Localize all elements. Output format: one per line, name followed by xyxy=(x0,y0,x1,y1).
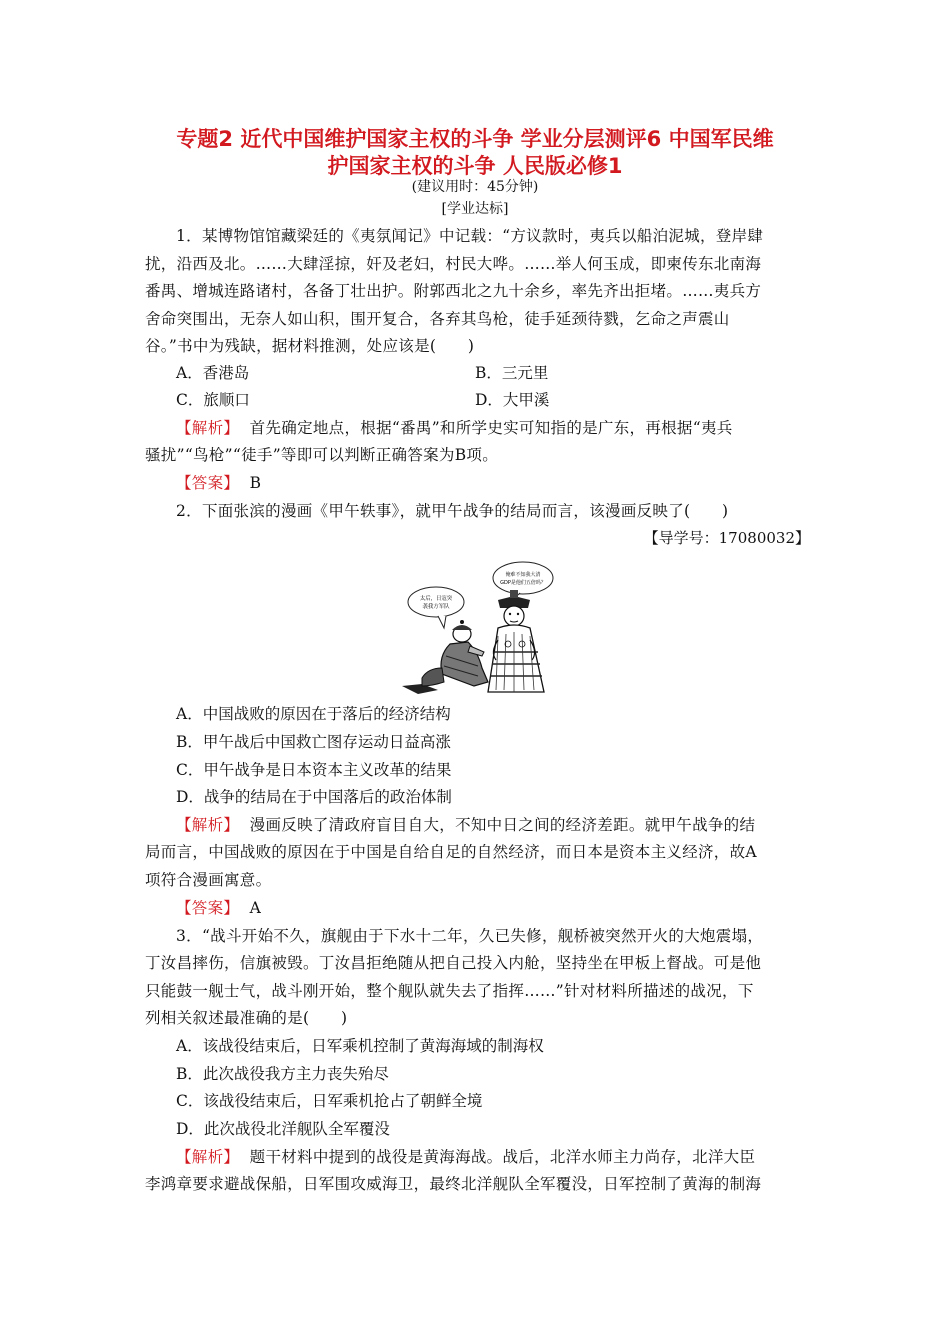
q3-option-b: B．此次战役我方主力丧失殆尽 xyxy=(176,1065,389,1083)
answer-tag: 【答案】 xyxy=(176,899,240,917)
q1-answer-line xyxy=(176,473,810,493)
kneeling-official-figure xyxy=(402,620,488,694)
q1-analysis-line xyxy=(176,418,810,438)
speech-bubble-right xyxy=(493,562,553,594)
bubble-right-text-1: 俺难不知我大清 xyxy=(505,572,541,578)
answer-value: B xyxy=(249,474,262,492)
time-hint: (建议用时：45分钟) xyxy=(411,179,539,195)
speech-bubble-left xyxy=(408,587,464,617)
q1-stem-line: 扰，沿西及北。……大肆淫掠，奸及老妇，村民大哗。……举人何玉成，即柬传东北南海 xyxy=(145,255,762,273)
q3-option-a: A．该战役结束后，日军乘机控制了黄海海域的制海权 xyxy=(176,1037,544,1055)
analysis-tag: 【解析】 xyxy=(176,816,240,834)
q1-stem-line: 番禺、增城连路诸村，各备丁壮出护。附郭西北之九十余乡，率先齐出拒堵。……夷兵方 xyxy=(145,282,762,300)
bubble-left-text-1: 太后，日寇突 xyxy=(419,596,453,602)
analysis-tag: 【解析】 xyxy=(176,419,240,437)
q2-analysis-line xyxy=(176,815,810,835)
answer-value: A xyxy=(249,899,262,917)
q2-option-b: B．甲午战后中国救亡图存运动日益高涨 xyxy=(176,733,451,751)
analysis-text: 漫画反映了清政府盲目自大，不知中日之间的经济差距。就甲午战争的结 xyxy=(249,816,756,834)
q2-option-a: A．中国战败的原因在于落后的经济结构 xyxy=(176,705,451,723)
analysis-text: 首先确定地点，根据“番禺”和所学史实可知指的是广东，再根据“夷兵 xyxy=(249,419,733,437)
q2-answer-line xyxy=(176,898,810,918)
q1-analysis-line-2: 骚扰”“鸟枪”“徒手”等即可以判断正确答案为B项。 xyxy=(145,446,499,464)
q2-stem: 2．下面张滨的漫画《甲午轶事》，就甲午战争的结局而言，该漫画反映了( ) xyxy=(176,502,729,520)
q1-option-c: C．旅顺口 xyxy=(176,391,250,409)
q2-analysis-line-2: 局而言，中国战败的原因在于中国是自给自足的自然经济，而日本是资本主义经济，故A xyxy=(145,843,757,861)
q3-option-d: D．此次战役北洋舰队全军覆没 xyxy=(176,1120,390,1138)
analysis-text: 题干材料中提到的战役是黄海海战。战后，北洋水师主力尚存，北洋大臣 xyxy=(249,1148,756,1166)
q1-option-b: B．三元里 xyxy=(475,364,549,382)
title-line-1: 专题2 近代中国维护国家主权的斗争 学业分层测评6 中国军民维 xyxy=(176,127,774,151)
q2-option-d: D．战争的结局在于中国落后的政治体制 xyxy=(176,788,452,806)
q3-analysis-line xyxy=(176,1147,810,1167)
analysis-tag: 【解析】 xyxy=(176,1148,240,1166)
guide-number: 【导学号：17080032】 xyxy=(643,529,810,547)
bubble-right-text-2: GDP是他们五倍吗？ xyxy=(500,580,546,586)
q1-option-a: A．香港岛 xyxy=(176,364,250,382)
bubble-left-text-2: 袭我方军队 xyxy=(422,604,450,610)
q3-stem-line: 丁汝昌摔伤，信旗被毁。丁汝昌拒绝随从把自己投入内舱，坚持坐在甲板上督战。可是他 xyxy=(145,954,762,972)
cartoon-jiawu-anecdote xyxy=(398,556,556,696)
title-line-2: 护国家主权的斗争 人民版必修1 xyxy=(327,154,623,178)
q3-stem-line: 3．“战斗开始不久，旗舰由于下水十二年，久已失修，舰桥被突然开火的大炮震塌， xyxy=(176,927,764,945)
q1-option-d: D．大甲溪 xyxy=(475,391,550,409)
q3-stem-line: 列相关叙述最准确的是( ) xyxy=(145,1009,348,1027)
q2-option-c: C．甲午战争是日本资本主义改革的结果 xyxy=(176,761,452,779)
answer-tag: 【答案】 xyxy=(176,474,240,492)
q1-stem-line: 1．某博物馆馆藏梁廷的《夷氛闻记》中记载：“方议款时，夷兵以船泊泥城，登岸肆 xyxy=(176,227,764,245)
section-heading: [学业达标] xyxy=(441,201,509,217)
q3-stem-line: 只能鼓一舰士气，战斗刚开始，整个舰队就失去了指挥……”针对材料所描述的战况，下 xyxy=(145,982,754,1000)
empress-dowager-figure xyxy=(488,590,544,692)
q1-stem-line: 舍命突围出，无奈人如山积，围开复合，各弃其鸟枪，徒手延颈待戮，乞命之声震山 xyxy=(145,310,730,328)
q3-option-c: C．该战役结束后，日军乘机抢占了朝鲜全境 xyxy=(176,1092,483,1110)
q1-stem-line: 谷。”书中为残缺，据材料推测，处应该是( ) xyxy=(145,337,475,355)
q3-analysis-line-2: 李鸿章要求避战保船，日军围攻威海卫，最终北洋舰队全军覆没，日军控制了黄海的制海 xyxy=(145,1175,762,1193)
q2-analysis-line-3: 项符合漫画寓意。 xyxy=(145,871,272,889)
